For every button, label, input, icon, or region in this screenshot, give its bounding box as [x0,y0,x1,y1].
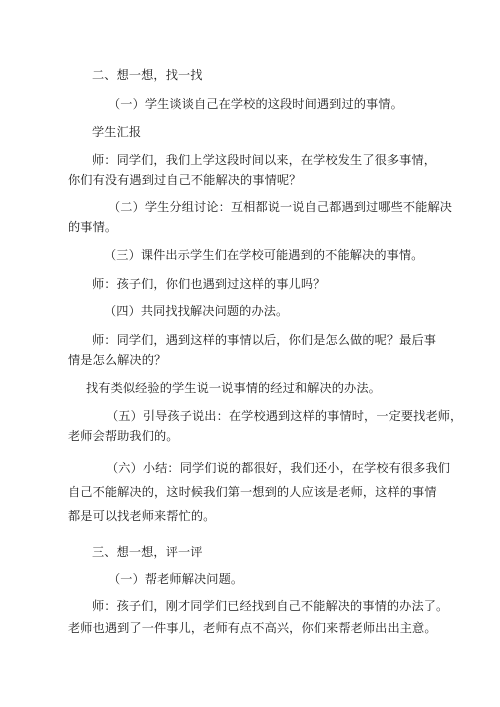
teacher-line-3b: 情是怎么解决的？ [68,353,167,367]
item-5-text-a: （五）引导孩子说出：在学校遇到这样的事情时，一定要找老师， [106,409,463,423]
item-6-text-c: 都是可以找老师来帮忙的。 [68,509,216,523]
item-1-text: （一）学生谈谈自己在学校的这段时间遇到过的事情。 [108,97,403,111]
student-report-label: 学生汇报 [92,125,142,139]
teacher-line-1a: 师：同学们，我们上学这段时间以来，在学校发生了很多事情， [92,153,437,167]
teacher-line-1b: 你们有没有遇到过自己不能解决的事情呢？ [68,173,302,187]
item-5-text-b: 老师会帮助我们的。 [68,429,179,443]
student-experience-text: 找有类似经验的学生说一说事情的经过和解决的办法。 [86,381,381,395]
teacher-line-3a: 师：同学们，遇到这样的事情以后，你们是怎么做的呢？最后事 [92,333,437,347]
item-2-text-b: 的事情。 [68,220,118,234]
section-heading-3: 三、想一想，评一评 [92,545,203,559]
item-6-text-b: 自己不能解决的，这时候我们第一想到的人应该是老师，这样的事情 [68,485,437,499]
teacher-line-4b: 老师也遇到了一件事儿，老师有点不高兴，你们来帮老师出出主意。 [68,621,437,635]
section-heading-2: 二、想一想，找一找 [92,68,203,82]
item-6-text-a: （六）小结：同学们说的都很好，我们还小，在学校有很多我们 [106,461,451,475]
teacher-line-4a: 师：孩子们，刚才同学们已经找到自己不能解决的事情的办法了。 [92,599,449,613]
item-3-1-text: （一）帮老师解决问题。 [108,572,244,586]
item-4-text: （四）共同找找解决问题的办法。 [104,304,289,318]
item-2-text-a: （二）学生分组讨论：互相都说一说自己都遇到过哪些不能解决 [108,200,453,214]
item-3-text: （三）课件出示学生们在学校可能遇到的不能解决的事情。 [104,248,424,262]
teacher-line-2: 师：孩子们，你们也遇到过这样的事儿吗？ [92,277,326,291]
